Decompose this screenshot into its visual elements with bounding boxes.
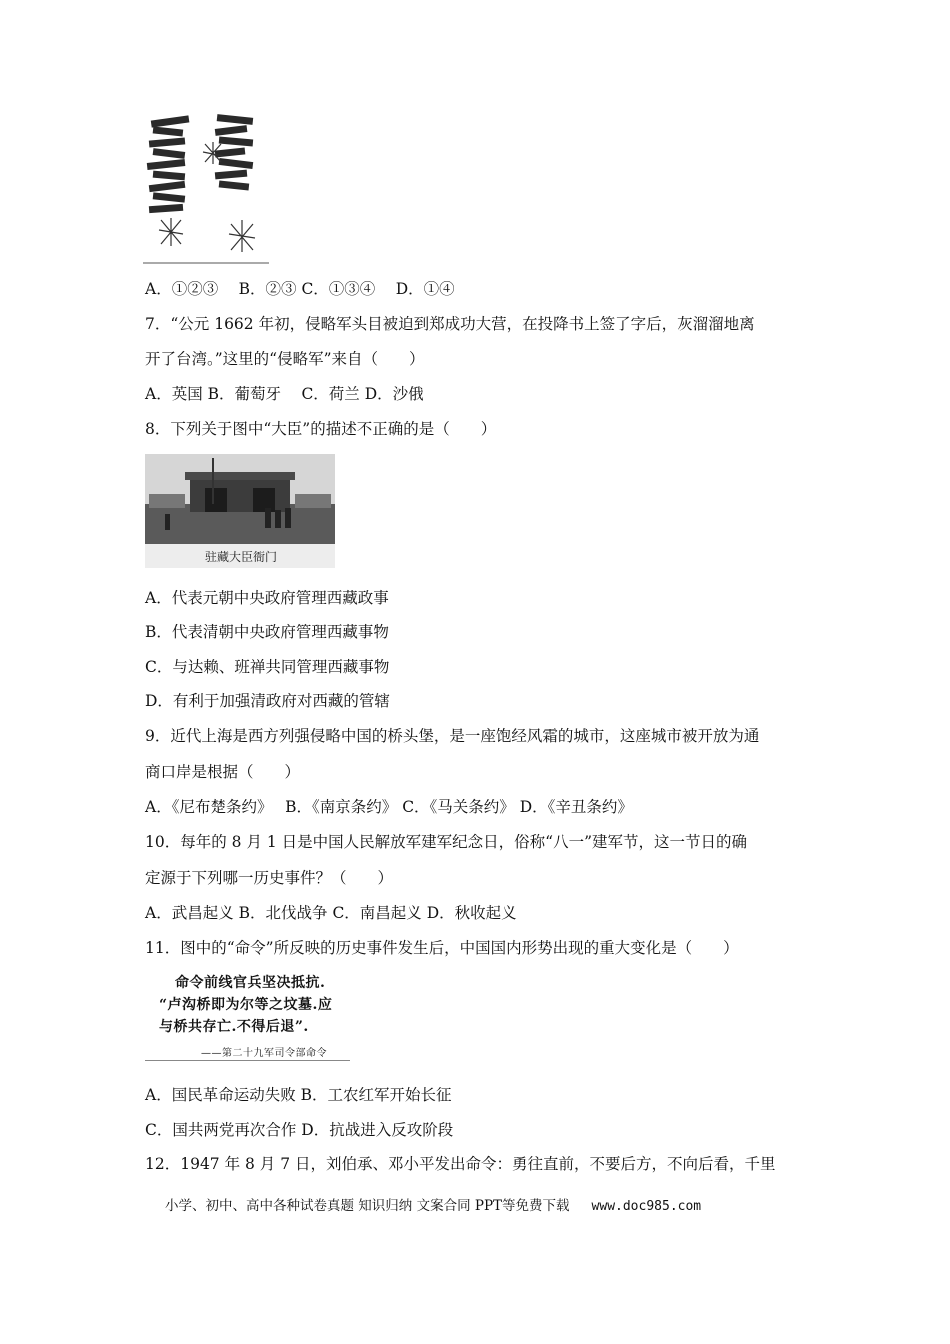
- q9-stem-line2: 商口岸是根据（ ）: [145, 763, 301, 781]
- q10-stem-line1: 10．每年的 8 月 1 日是中国人民解放军建军纪念日，俗称“八一”建军节，这一节日的确: [145, 833, 748, 851]
- q11-order-image: [145, 970, 350, 1066]
- q11-quote-line1: 命令前线官兵坚决抵抗.: [175, 975, 326, 991]
- page-footer: [165, 1194, 701, 1214]
- firecracker-image: [143, 112, 269, 264]
- q10-options: A．武昌起义 B．北伐战争 C．南昌起义 D．秋收起义: [145, 904, 517, 922]
- q8-option-d: D．有利于加强清政府对西藏的管辖: [145, 692, 390, 710]
- q8-option-c: C．与达赖、班禅共同管理西藏事物: [145, 658, 390, 676]
- q9-stem-line1: 9．近代上海是西方列强侵略中国的桥头堡，是一座饱经风霜的城市，这座城市被开放为通: [145, 727, 760, 745]
- q6-options: A．①②③ B．②③ C．①③④ D．①④: [145, 280, 455, 298]
- footer-url[interactable]: www.doc985.com: [591, 1199, 702, 1214]
- q11-image-divider: [145, 1060, 350, 1061]
- q7-options: A．英国 B．葡萄牙 C．荷兰 D．沙俄: [145, 385, 424, 403]
- q11-options-cd: C．国共两党再次合作 D．抗战进入反攻阶段: [145, 1121, 454, 1139]
- q7-stem-line2: 开了台湾。”这里的“侵略军”来自（ ）: [145, 350, 425, 368]
- q11-stem: 11．图中的“命令”所反映的历史事件发生后，中国国内形势出现的重大变化是（ ）: [145, 939, 739, 957]
- q9-options: A．《尼布楚条约》 B．《南京条约》 C．《马关条约》 D．《辛丑条约》: [145, 798, 633, 816]
- q7-stem-line1: 7．“公元 1662 年初，侵略军头目被迫到郑成功大营，在投降书上签了字后，灰溜溜地离: [145, 315, 755, 333]
- q11-options-ab: A．国民革命运动失败 B．工农红军开始长征: [145, 1086, 452, 1104]
- q11-quote-source: ——第二十九军司令部命令: [201, 1048, 327, 1059]
- firecracker-drawing: [143, 112, 269, 264]
- footer-text: 小学、初中、高中各种试卷真题 知识归纳 文案合同 PPT等免费下载: [165, 1198, 570, 1214]
- q8-stem: 8．下列关于图中“大臣”的描述不正确的是（ ）: [145, 420, 497, 438]
- q8-option-a: A．代表元朝中央政府管理西藏政事: [145, 589, 389, 607]
- q8-photo-caption: 驻藏大臣衙门: [205, 550, 278, 564]
- q8-option-b: B．代表清朝中央政府管理西藏事物: [145, 623, 389, 641]
- q10-stem-line2: 定源于下列哪一历史事件？（ ）: [145, 869, 394, 887]
- tibet-office-photo: [145, 454, 335, 544]
- q11-quote-line3: 与桥共存亡.不得后退”.: [159, 1019, 309, 1035]
- q8-photo: [145, 454, 335, 568]
- q11-quote-line2: “卢沟桥即为尔等之坟墓.应: [159, 997, 333, 1013]
- q12-stem-line1: 12．1947 年 8 月 7 日，刘伯承、邓小平发出命令：勇往直前，不要后方，不向后看，千里: [145, 1155, 776, 1173]
